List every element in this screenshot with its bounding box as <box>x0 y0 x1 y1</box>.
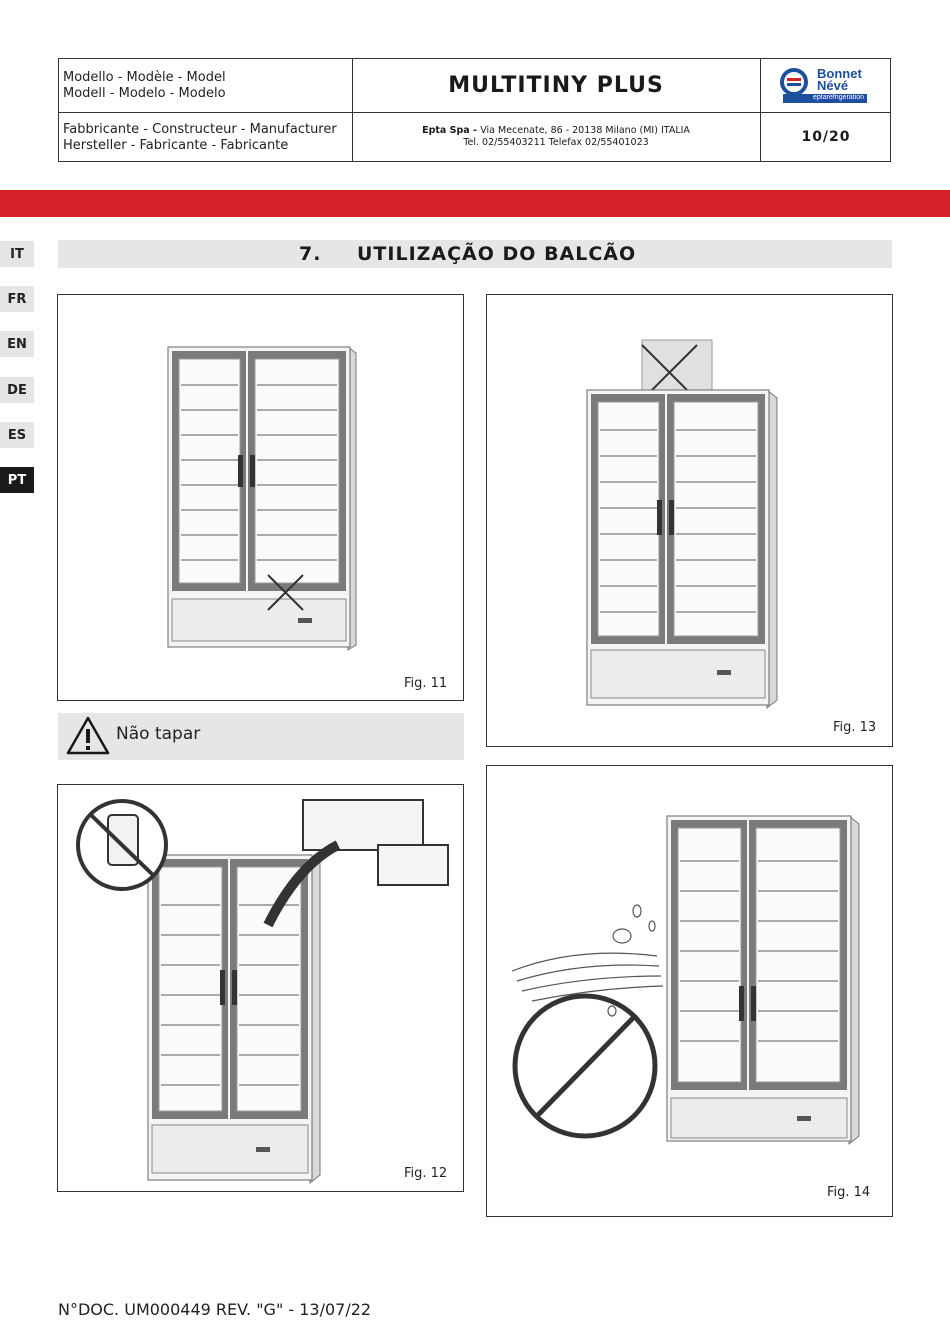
lang-tab-it[interactable]: IT <box>0 241 34 267</box>
fridge-illustration <box>487 295 892 746</box>
section-number: 7. <box>299 243 322 265</box>
manufacturer-label-line: Hersteller - Fabricante - Fabricante <box>63 138 289 153</box>
warning-text: Não tapar <box>116 724 201 744</box>
section-title: UTILIZAÇÃO DO BALCÃO <box>357 243 637 265</box>
model-label-line: Modello - Modèle - Model <box>63 70 226 85</box>
lang-tab-fr[interactable]: FR <box>0 286 34 312</box>
figure-caption: Fig. 14 <box>827 1185 871 1200</box>
lang-tab-de[interactable]: DE <box>0 377 34 403</box>
logo-subtitle: eptarefrigeration <box>783 94 867 103</box>
address-street: Via Mecenate, 86 - 20138 Milano (MI) ITALIA <box>480 125 690 136</box>
figure-13 <box>486 294 893 747</box>
fridge-illustration <box>58 295 463 700</box>
red-band <box>0 190 950 217</box>
water-spray <box>512 905 663 1016</box>
lang-tab-en[interactable]: EN <box>0 331 34 357</box>
document-header <box>58 58 891 162</box>
model-label-line: Modell - Modelo - Modelo <box>63 86 226 101</box>
manufacturer-label-line: Fabbricante - Constructeur - Manufacturer <box>63 122 337 137</box>
model-name: MULTITINY PLUS <box>448 73 664 98</box>
figure-11 <box>57 294 464 701</box>
figure-caption: Fig. 11 <box>404 676 448 691</box>
bonnet-neve-logo <box>779 65 869 107</box>
header-divider <box>59 112 890 113</box>
figure-12 <box>57 784 464 1192</box>
figure-caption: Fig. 12 <box>404 1166 448 1181</box>
model-label <box>63 70 226 102</box>
warning-triangle-icon <box>66 715 110 755</box>
logo-text: Bonnet <box>817 66 862 81</box>
company-name: Epta Spa - <box>422 125 481 136</box>
fridge-illustration <box>58 785 463 1191</box>
document-number: N°DOC. UM000449 REV. "G" - 13/07/22 <box>58 1300 372 1319</box>
manufacturer-label <box>63 122 337 154</box>
address-line <box>352 125 760 137</box>
figure-14 <box>486 765 893 1217</box>
lang-tab-es[interactable]: ES <box>0 422 34 448</box>
fridge-illustration <box>487 766 892 1216</box>
lang-tab-pt[interactable]: PT <box>0 467 34 493</box>
page-number: 10/20 <box>801 129 851 145</box>
logo-text: Névé <box>817 78 849 93</box>
prohibited-icon <box>515 996 655 1136</box>
header-divider <box>760 59 761 161</box>
address-phone: Tel. 02/55403211 Telefax 02/55401023 <box>463 137 649 148</box>
logo-emblem-icon <box>779 67 809 97</box>
no-liquid-icon <box>78 801 166 889</box>
manufacturer-address <box>352 125 760 149</box>
figure-caption: Fig. 13 <box>833 720 877 735</box>
